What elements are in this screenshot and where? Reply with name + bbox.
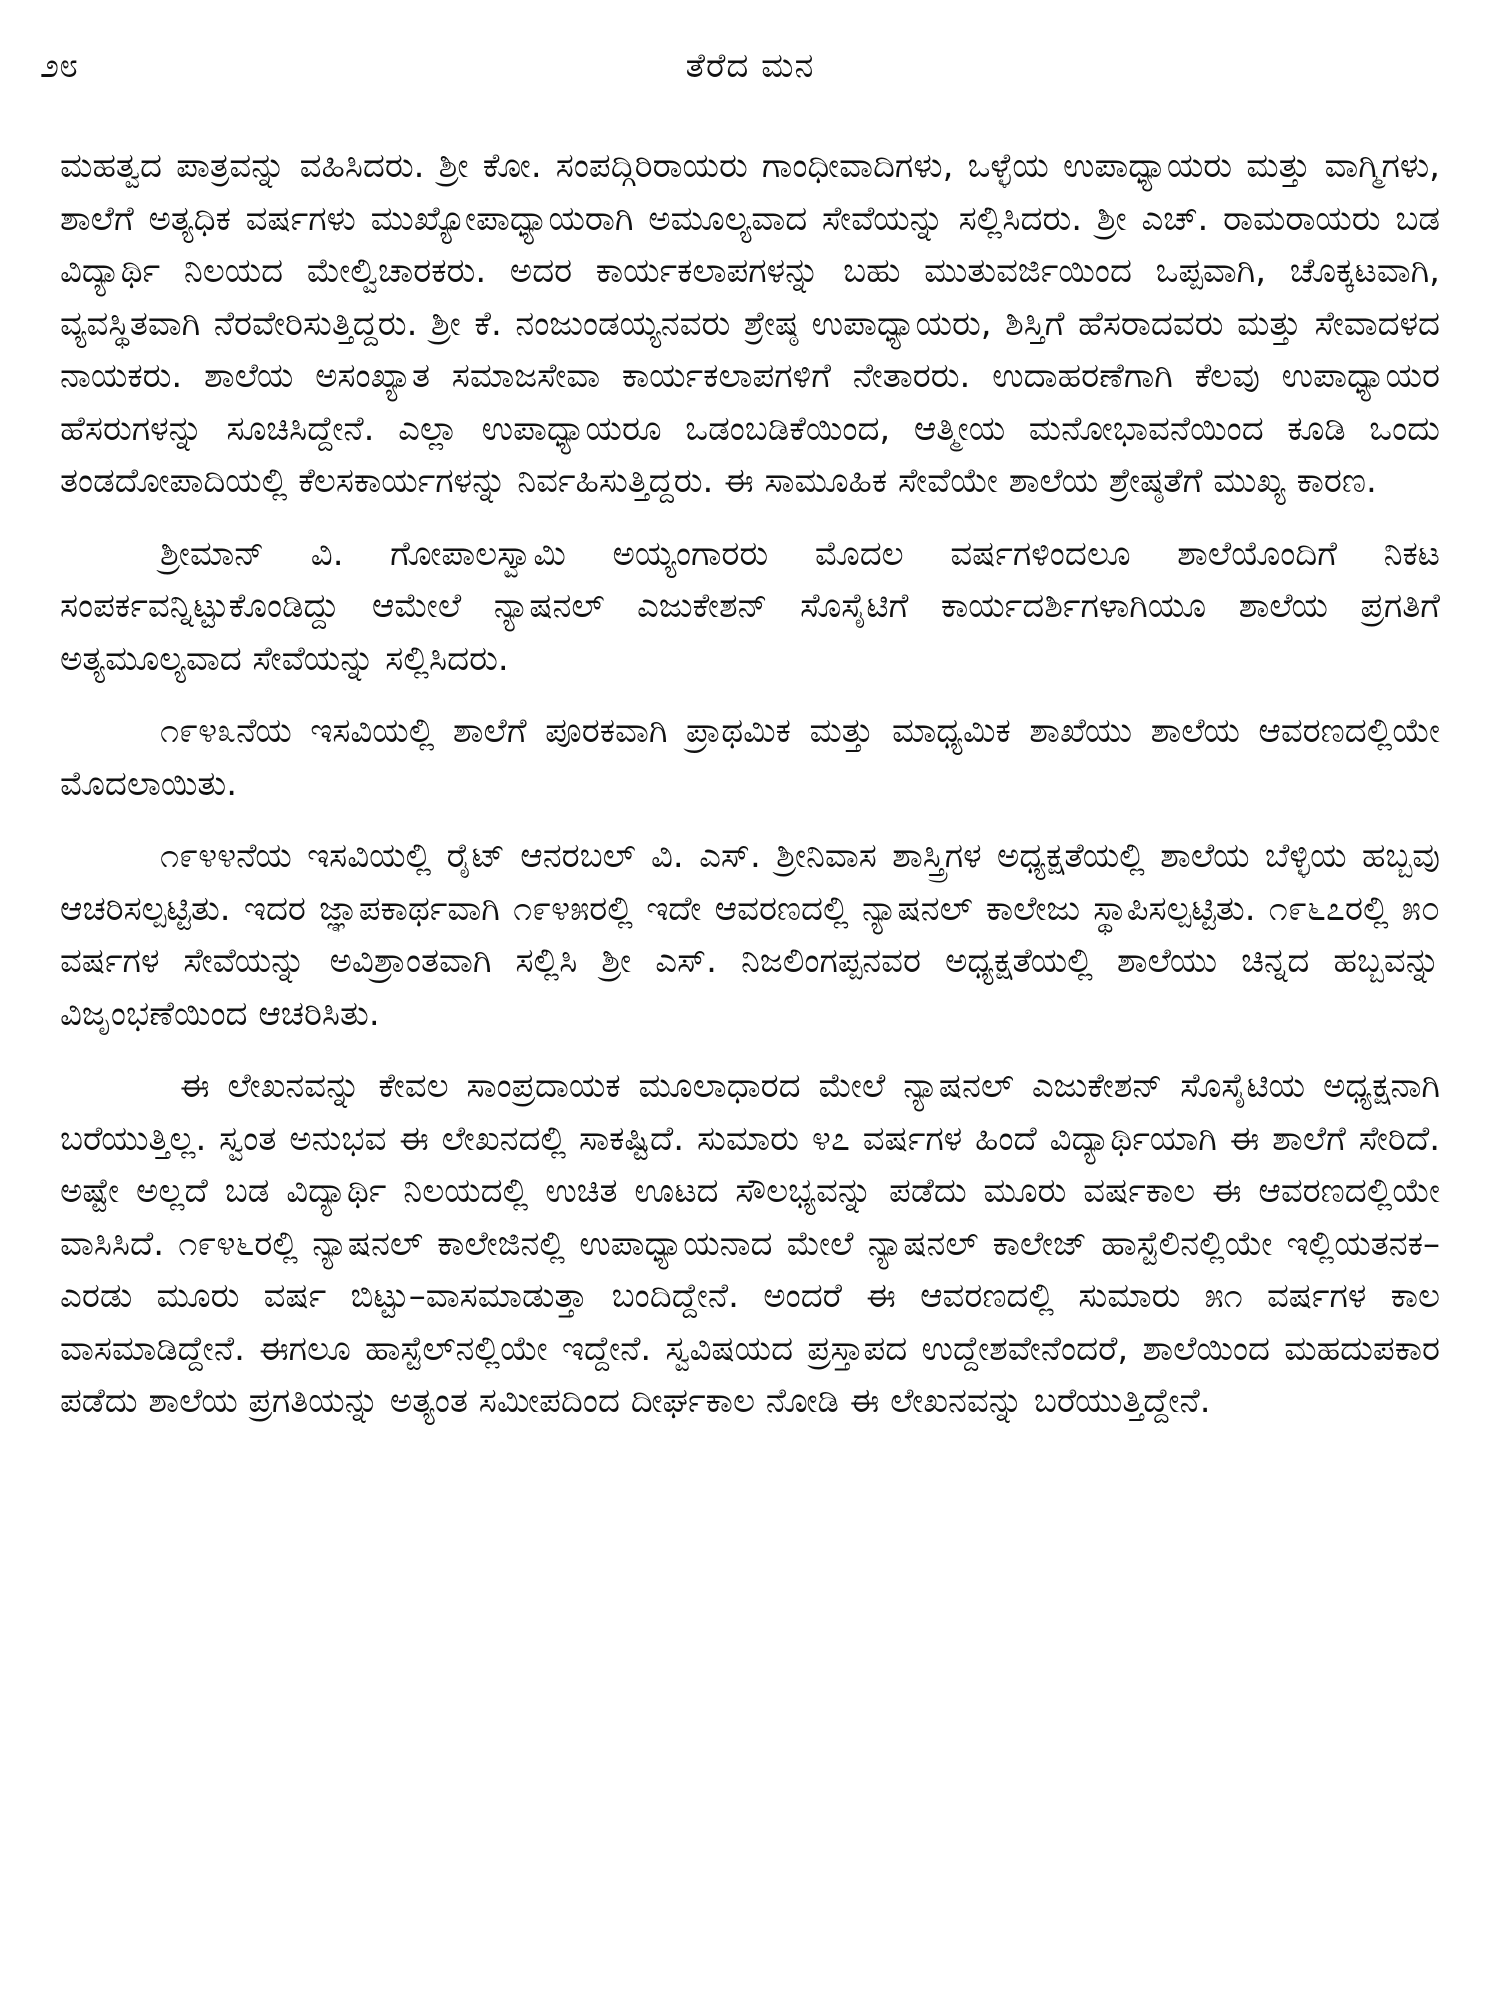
paragraph-3: ೧೯೪೩ನೆಯ ಇಸವಿಯಲ್ಲಿ ಶಾಲೆಗೆ ಪೂರಕವಾಗಿ ಪ್ರಾಥಮಿಕ ಮತ್ತು ಮಾಧ್ಯಮಿಕ ಶಾಖೆಯು ಶಾಲೆಯ ಆವರಣದಲ್ಲಿಯೇ ಮೊದಲಾಯಿತು. <box>60 711 1440 804</box>
running-title: ತೆರೆದ ಮನ <box>685 46 815 86</box>
body-text <box>60 140 1440 1428</box>
paragraph-5: ಈ ಲೇಖನವನ್ನು ಕೇವಲ ಸಾಂಪ್ರದಾಯಕ ಮೂಲಾಧಾರದ ಮೇಲೆ ನ್ಯಾಷನಲ್ ಎಜುಕೇಶನ್ ಸೊಸೈಟಿಯ ಅಧ್ಯಕ್ಷನಾಗಿ ಬರೆಯುತ್ತಿಲ್ಲ. ಸ್ವಂತ ಅನುಭವ ಈ ಲೇಖನದಲ್ಲಿ ಸಾಕಷ್ಟಿದೆ. ಸುಮಾರು ೪೭ ವರ್ಷಗಳ ಹಿಂದೆ ವಿದ್ಯಾರ್ಥಿಯಾಗಿ ಈ ಶಾಲೆಗೆ ಸೇರಿದೆ. ಅಷ್ಟೇ ಅಲ್ಲದೆ ಬಡ ವಿದ್ಯಾರ್ಥಿ ನಿಲಯದಲ್ಲಿ ಉಚಿತ ಊಟದ ಸೌಲಭ್ಯವನ್ನು ಪಡೆದು ಮೂರು ವರ್ಷಕಾಲ ಈ ಆವರಣದಲ್ಲಿಯೇ ವಾಸಿಸಿದೆ. ೧೯೪೬ರಲ್ಲಿ ನ್ಯಾಷನಲ್ ಕಾಲೇಜಿನಲ್ಲಿ ಉಪಾಧ್ಯಾಯನಾದ ಮೇಲೆ ನ್ಯಾಷನಲ್ ಕಾಲೇಜ್ ಹಾಸ್ಟೆಲಿನಲ್ಲಿಯೇ ಇಲ್ಲಿಯತನಕ–ಎರಡು ಮೂರು ವರ್ಷ ಬಿಟ್ಟು–ವಾಸಮಾಡುತ್ತಾ ಬಂದಿದ್ದೇನೆ. ಅಂದರೆ ಈ ಆವರಣದಲ್ಲಿ ಸುಮಾರು ೫೧ ವರ್ಷಗಳ ಕಾಲ ವಾಸಮಾಡಿದ್ದೇನೆ. ಈಗಲೂ ಹಾಸ್ಟೆಲ್‌ನಲ್ಲಿಯೇ ಇದ್ದೇನೆ. ಸ್ವವಿಷಯದ ಪ್ರಸ್ತಾಪದ ಉದ್ದೇಶವೇನೆಂದರೆ, ಶಾಲೆಯಿಂದ ಮಹದುಪಕಾರ ಪಡೆದು ಶಾಲೆಯ ಪ್ರಗತಿಯನ್ನು ಅತ್ಯಂತ ಸಮೀಪದಿಂದ ದೀರ್ಘಕಾಲ ನೋಡಿ ಈ ಲೇಖನವನ್ನು ಬರೆಯುತ್ತಿದ್ದೇನೆ. <box>60 1066 1440 1421</box>
paragraph-2: ಶ್ರೀಮಾನ್ ವಿ. ಗೋಪಾಲಸ್ವಾಮಿ ಅಯ್ಯಂಗಾರರು ಮೊದಲ ವರ್ಷಗಳಿಂದಲೂ ಶಾಲೆಯೊಂದಿಗೆ ನಿಕಟ ಸಂಪರ್ಕವನ್ನಿಟ್ಟುಕೊಂಡಿದ್ದು ಆಮೇಲೆ ನ್ಯಾಷನಲ್ ಎಜುಕೇಶನ್ ಸೊಸೈಟಿಗೆ ಕಾರ್ಯದರ್ಶಿಗಳಾಗಿಯೂ ಶಾಲೆಯ ಪ್ರಗತಿಗೆ ಅತ್ಯಮೂಲ್ಯವಾದ ಸೇವೆಯನ್ನು ಸಲ್ಲಿಸಿದರು. <box>60 533 1440 679</box>
paragraph-1: ಮಹತ್ವದ ಪಾತ್ರವನ್ನು ವಹಿಸಿದರು. ಶ್ರೀ ಕೋ. ಸಂಪದ್ಗಿರಿರಾಯರು ಗಾಂಧೀವಾದಿಗಳು, ಒಳ್ಳೆಯ ಉಪಾಧ್ಯಾಯರು ಮತ್ತು ವಾಗ್ಮಿಗಳು, ಶಾಲೆಗೆ ಅತ್ಯಧಿಕ ವರ್ಷಗಳು ಮುಖ್ಯೋಪಾಧ್ಯಾಯರಾಗಿ ಅಮೂಲ್ಯವಾದ ಸೇವೆಯನ್ನು ಸಲ್ಲಿಸಿದರು. ಶ್ರೀ ಎಚ್. ರಾಮರಾಯರು ಬಡ ವಿದ್ಯಾರ್ಥಿ ನಿಲಯದ ಮೇಲ್ವಿಚಾರಕರು. ಅದರ ಕಾರ್ಯಕಲಾಪಗಳನ್ನು ಬಹು ಮುತುವರ್ಜಿಯಿಂದ ಒಪ್ಪವಾಗಿ, ಚೊಕ್ಕಟವಾಗಿ, ವ್ಯವಸ್ಥಿತವಾಗಿ ನೆರವೇರಿಸುತ್ತಿದ್ದರು. ಶ್ರೀ ಕೆ. ನಂಜುಂಡಯ್ಯನವರು ಶ್ರೇಷ್ಠ ಉಪಾಧ್ಯಾಯರು, ಶಿಸ್ತಿಗೆ ಹೆಸರಾದವರು ಮತ್ತು ಸೇವಾದಳದ ನಾಯಕರು. ಶಾಲೆಯ ಅಸಂಖ್ಯಾತ ಸಮಾಜಸೇವಾ ಕಾರ್ಯಕಲಾಪಗಳಿಗೆ ನೇತಾರರು. ಉದಾಹರಣೆಗಾಗಿ ಕೆಲವು ಉಪಾಧ್ಯಾಯರ ಹೆಸರುಗಳನ್ನು ಸೂಚಿಸಿದ್ದೇನೆ. ಎಲ್ಲಾ ಉಪಾಧ್ಯಾಯರೂ ಒಡಂಬಡಿಕೆಯಿಂದ, ಆತ್ಮೀಯ ಮನೋಭಾವನೆಯಿಂದ ಕೂಡಿ ಒಂದು ತಂಡದೋಪಾದಿಯಲ್ಲಿ ಕೆಲಸಕಾರ್ಯಗಳನ್ನು ನಿರ್ವಹಿಸುತ್ತಿದ್ದರು. ಈ ಸಾಮೂಹಿಕ ಸೇವೆಯೇ ಶಾಲೆಯ ಶ್ರೇಷ್ಠತೆಗೆ ಮುಖ್ಯ ಕಾರಣ. <box>60 146 1440 501</box>
paragraph-4: ೧೯೪೪ನೆಯ ಇಸವಿಯಲ್ಲಿ ರೈಟ್ ಆನರಬಲ್ ವಿ. ಎಸ್. ಶ್ರೀನಿವಾಸ ಶಾಸ್ತ್ರಿಗಳ ಅಧ್ಯಕ್ಷತೆಯಲ್ಲಿ ಶಾಲೆಯ ಬೆಳ್ಳಿಯ ಹಬ್ಬವು ಆಚರಿಸಲ್ಪಟ್ಟಿತು. ಇದರ ಜ್ಞಾಪಕಾರ್ಥವಾಗಿ ೧೯೪೫ರಲ್ಲಿ ಇದೇ ಆವರಣದಲ್ಲಿ ನ್ಯಾಷನಲ್ ಕಾಲೇಜು ಸ್ಥಾಪಿಸಲ್ಪಟ್ಟಿತು. ೧೯೬೭ರಲ್ಲಿ ೫೦ ವರ್ಷಗಳ ಸೇವೆಯನ್ನು ಅವಿಶ್ರಾಂತವಾಗಿ ಸಲ್ಲಿಸಿ ಶ್ರೀ ಎಸ್. ನಿಜಲಿಂಗಪ್ಪನವರ ಅಧ್ಯಕ್ಷತೆಯಲ್ಲಿ ಶಾಲೆಯು ಚಿನ್ನದ ಹಬ್ಬವನ್ನು ವಿಜೃಂಭಣೆಯಿಂದ ಆಚರಿಸಿತು. <box>60 836 1440 1034</box>
page-number: ೨೮ <box>40 46 79 86</box>
page-header <box>40 36 1440 96</box>
